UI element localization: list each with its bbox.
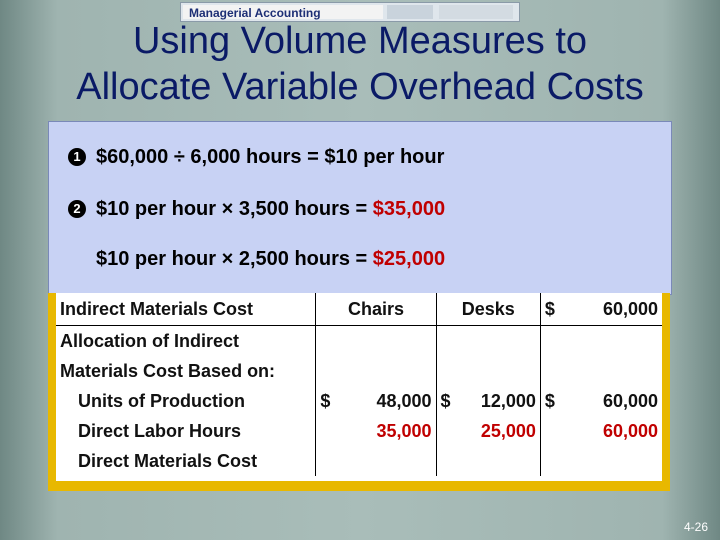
- slide-title: [0, 18, 720, 110]
- section-label-2: Materials Cost Based on:: [60, 360, 276, 381]
- row-desks-value: 12,000: [480, 390, 536, 411]
- title-line-1: Using Volume Measures to: [132, 20, 588, 62]
- step-2-marker-icon: 2: [68, 200, 86, 218]
- header-chairs: Chairs: [316, 293, 436, 326]
- table-row: [56, 356, 662, 386]
- row-chairs-sign: $: [320, 390, 331, 411]
- row-label: Direct Labor Hours: [78, 420, 242, 441]
- row-chairs-value: 48,000: [376, 390, 432, 411]
- header-total: [540, 293, 662, 326]
- banner-edition-area: [439, 5, 513, 19]
- header-desks: Desks: [436, 293, 540, 326]
- row-total-sign: $: [544, 390, 555, 411]
- allocation-table-panel: [56, 293, 662, 481]
- row-label: Units of Production: [78, 390, 245, 411]
- allocation-table: [56, 293, 662, 476]
- row-chairs-value: 35,000: [316, 416, 436, 446]
- row-total: [540, 386, 662, 416]
- calc-step-2-result: $35,000: [372, 198, 446, 220]
- banner-logo-area: [183, 5, 383, 19]
- row-desks: [436, 386, 540, 416]
- header-label: Indirect Materials Cost: [56, 293, 316, 326]
- row-total-value: 60,000: [602, 390, 658, 411]
- row-desks-value: 25,000: [436, 416, 540, 446]
- row-chairs: [316, 386, 436, 416]
- row-desks-sign: $: [440, 390, 451, 411]
- calc-step-2-text: $10 per hour × 3,500 hours =: [96, 198, 373, 220]
- calc-step-1-text: $60,000 ÷ 6,000 hours = $10 per hour: [96, 146, 445, 168]
- section-label-1: Allocation of Indirect: [60, 330, 240, 351]
- calc-step-3: [96, 248, 445, 271]
- calc-step-1: [96, 146, 444, 169]
- header-total-value: 60,000: [602, 298, 658, 319]
- calc-step-3-text: $10 per hour × 2,500 hours =: [96, 248, 373, 270]
- calc-step-2: [96, 198, 445, 221]
- banner-author-area: [387, 5, 433, 19]
- row-total-value: 60,000: [540, 416, 662, 446]
- slide-number: 4-26: [683, 520, 708, 534]
- table-header-row: [56, 293, 662, 326]
- step-1-marker-icon: 1: [68, 148, 86, 166]
- table-row: [56, 416, 662, 446]
- calc-step-3-result: $25,000: [372, 248, 446, 270]
- header-total-sign: $: [544, 298, 555, 319]
- row-label: Direct Materials Cost: [78, 450, 258, 471]
- table-row: [56, 326, 662, 357]
- title-line-2: Allocate Variable Overhead Costs: [76, 66, 644, 108]
- banner-logo-text: Managerial Accounting: [189, 6, 321, 20]
- table-row: [56, 446, 662, 476]
- allocation-table-frame: [48, 293, 670, 491]
- table-row: [56, 386, 662, 416]
